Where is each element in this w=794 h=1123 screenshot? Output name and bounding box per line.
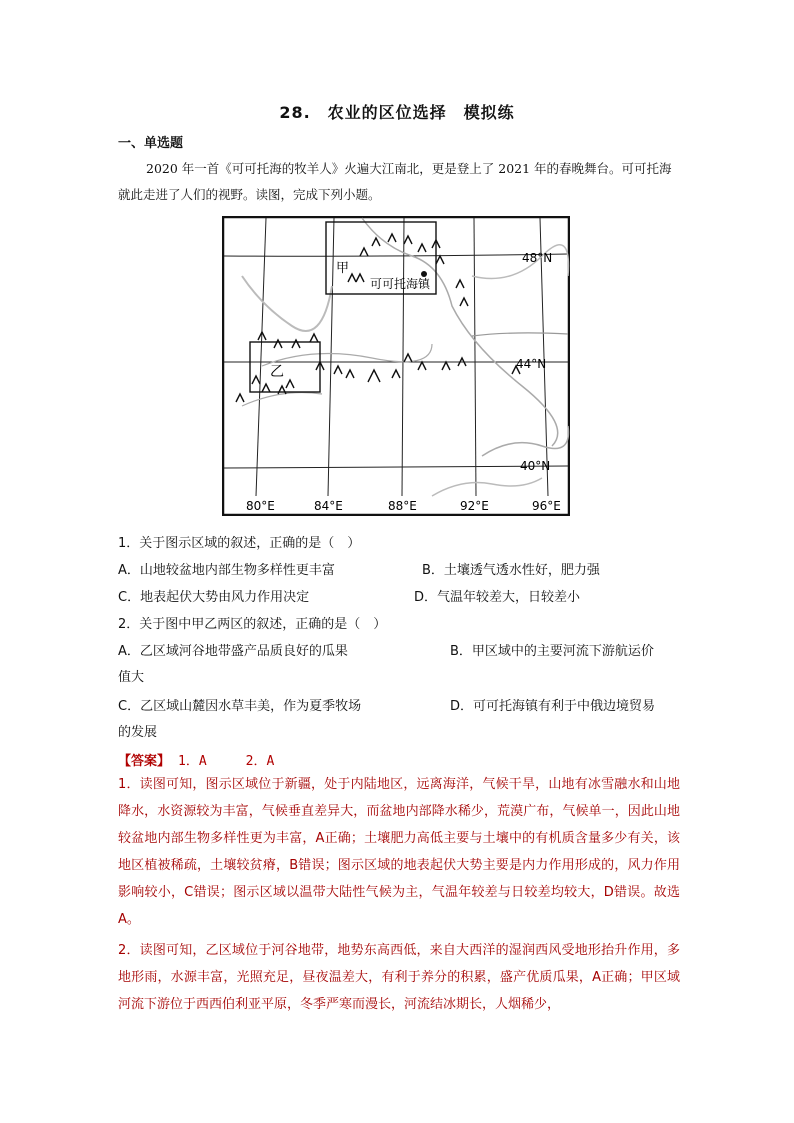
explanation-q1: 1．读图可知，图示区域位于新疆，处于内陆地区，远离海洋，气候干旱，山地有冰雪融水和山地降水，水资源较为丰富，气候垂直差异大，而盆地内部降水稀少，荒漠广布，气候单一，因此山地较盆地内部生物多样性更为丰富，A正确；土壤肥力高低主要与土壤中的有机质含量多少有关，该地区植被稀疏，土壤较贫瘠，B错误；图示区域的地表起伏大势主要是内力作用形成的，风力作用影响较小，C错误；图示区域以温带大陆性气候为主，气温年较差与日较差均较大，D错误。故选A。 [118, 777, 680, 927]
q2-option-d-cont: 的发展 [118, 725, 158, 740]
lon-label-84: 84°E [314, 499, 343, 513]
q2-option-d[interactable]: D．可可托海镇有利于中俄边境贸易 [450, 699, 656, 714]
q1-option-b[interactable]: B．土壤透气透水性好，肥力强 [422, 563, 600, 578]
xinjiang-map [222, 216, 570, 516]
question-intro: 2020 年一首《可可托海的牧羊人》火遍大江南北，更是登上了 2021 年的春晚舞台。可可托海就此走进了人们的视野。读图，完成下列小题。 [118, 161, 672, 202]
q2-option-a[interactable]: A．乙区域河谷地带盛产品质良好的瓜果 [118, 644, 348, 659]
lon-label-88: 88°E [388, 499, 417, 513]
region-yi-label: 乙 [270, 364, 284, 380]
page-title: 28. 农业的区位选择 模拟练 [279, 103, 515, 122]
q2-option-b-cont: 值大 [118, 670, 145, 685]
q2-option-b[interactable]: B．甲区域中的主要河流下游航运价 [450, 644, 654, 659]
lon-label-92: 92°E [460, 499, 489, 513]
q1-stem: 1．关于图示区域的叙述，正确的是（ ） [118, 536, 361, 551]
answer-values: 1．A 2．A [178, 754, 275, 769]
lat-label-44: 44°N [516, 357, 547, 371]
q2-stem: 2．关于图中甲乙两区的叙述，正确的是（ ） [118, 617, 387, 632]
q1-option-a[interactable]: A．山地较盆地内部生物多样性更丰富 [118, 563, 335, 578]
answer-label: 【答案】 [118, 754, 171, 769]
lat-label-40: 40°N [520, 459, 551, 473]
region-jia-label: 甲 [336, 261, 350, 276]
section-heading: 一、单选题 [118, 136, 184, 151]
lat-label-48: 48°N [522, 251, 553, 265]
q2-option-c[interactable]: C．乙区域山麓因水草丰美，作为夏季牧场 [118, 699, 362, 714]
q1-option-c[interactable]: C．地表起伏大势由风力作用决定 [118, 590, 310, 605]
town-label: 可可托海镇 [370, 277, 431, 291]
explanation-q2: 2．读图可知，乙区域位于河谷地带，地势东高西低，来自大西洋的湿润西风受地形抬升作用，多地形雨，水源丰富，光照充足，昼夜温差大，有利于养分的积累，盛产优质瓜果，A正确；甲区域河流下游位于西西伯利亚平原，冬季严寒而漫长，河流结冰期长，人烟稀少， [118, 943, 680, 1012]
q1-option-d[interactable]: D．气温年较差大，日较差小 [414, 590, 581, 605]
lon-label-80: 80°E [246, 499, 275, 513]
lon-label-96: 96°E [532, 499, 561, 513]
